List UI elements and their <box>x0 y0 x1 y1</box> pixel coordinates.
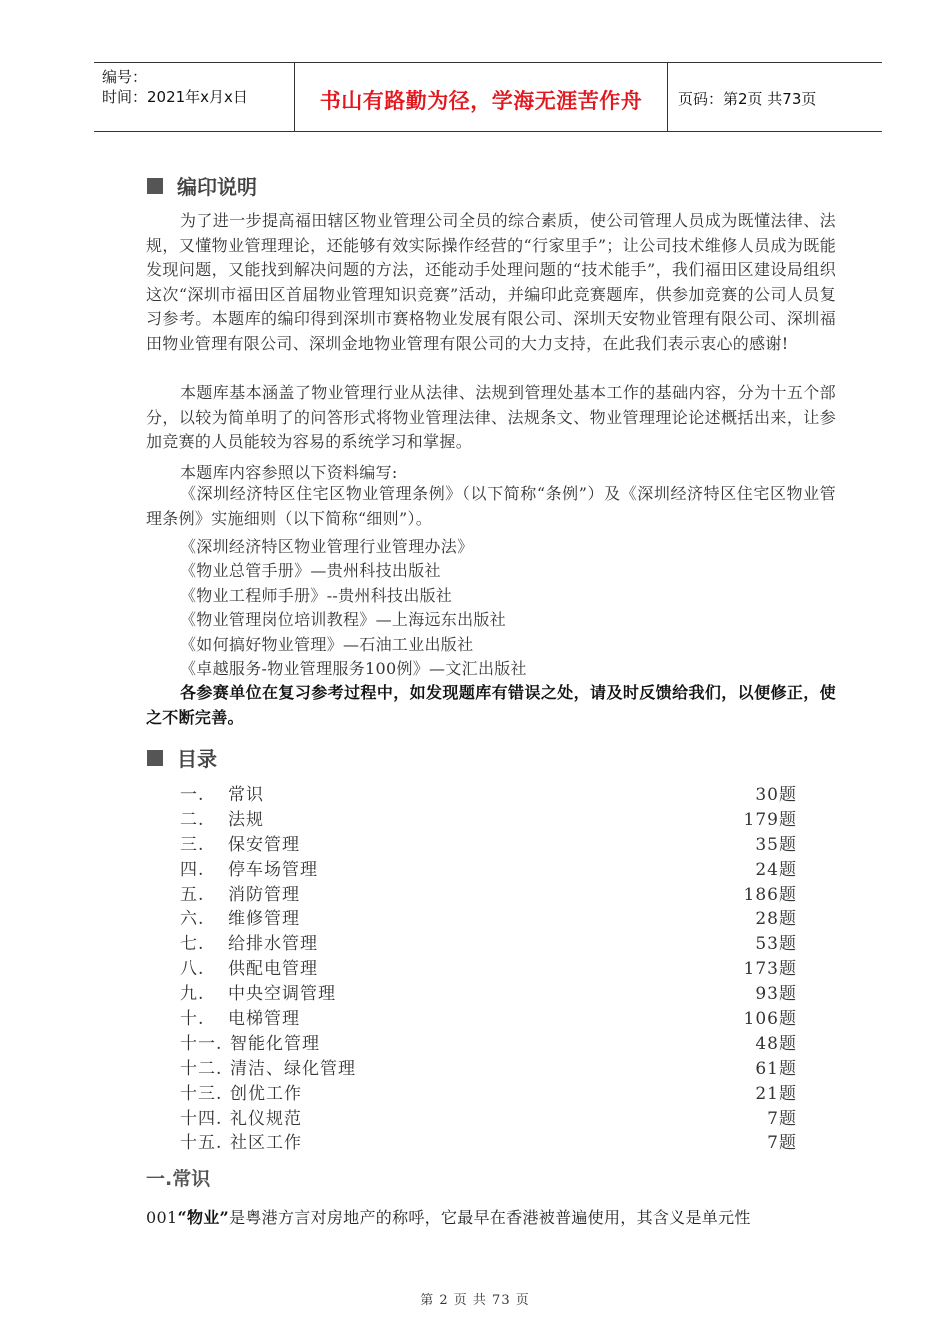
toc-item[interactable] <box>180 904 797 929</box>
toc-count: 186题 <box>743 884 797 905</box>
toc-title: 清洁、绿化管理 <box>230 1058 356 1079</box>
question-number: 001 <box>146 1208 178 1227</box>
toc-item[interactable] <box>180 1128 797 1153</box>
toc-number: 十一. <box>180 1033 223 1054</box>
toc-count: 179题 <box>743 809 797 830</box>
toc-item[interactable] <box>180 954 797 979</box>
toc-number: 八. <box>180 959 205 980</box>
toc-count: 106题 <box>743 1009 797 1030</box>
toc-number: 十四. <box>180 1108 223 1129</box>
toc-number: 十五. <box>180 1133 223 1154</box>
header-page-info: 页码：第2页 共73页 <box>678 90 817 108</box>
toc-item[interactable] <box>180 979 797 1004</box>
toc-number: 二. <box>180 809 205 830</box>
page-footer: 第 2 页 共 73 页 <box>420 1293 530 1308</box>
toc-number: 九. <box>180 984 205 1005</box>
intro-paragraph-3: 本题库内容参照以下资料编写: <box>180 463 398 482</box>
header-divider <box>667 63 668 131</box>
toc-number: 十. <box>180 1009 205 1030</box>
toc-count: 30题 <box>755 785 797 805</box>
toc-title: 消防管理 <box>228 884 300 905</box>
reference-2: 《深圳经济特区物业管理行业管理办法》 <box>180 537 474 556</box>
toc-item[interactable] <box>180 855 797 880</box>
toc-item[interactable] <box>180 1004 797 1029</box>
toc-number: 十二. <box>180 1058 223 1079</box>
toc-count: 7题 <box>767 1133 797 1154</box>
toc-item[interactable] <box>180 780 797 805</box>
toc-count: 53题 <box>755 934 797 955</box>
intro-heading-text: 编印说明 <box>177 175 257 199</box>
toc-title: 给排水管理 <box>228 934 318 955</box>
toc-number: 四. <box>180 859 205 880</box>
toc-count: 35题 <box>755 834 797 855</box>
toc-item[interactable] <box>180 805 797 830</box>
toc-item[interactable] <box>180 880 797 905</box>
reference-7: 《卓越服务-物业管理服务100例》—文汇出版社 <box>180 659 527 678</box>
toc-title: 智能化管理 <box>230 1033 320 1054</box>
toc-item[interactable] <box>180 1079 797 1104</box>
toc-item[interactable] <box>180 1054 797 1079</box>
question-term: “物业” <box>177 1208 230 1227</box>
toc-title: 保安管理 <box>228 834 300 855</box>
toc-title: 停车场管理 <box>228 859 318 880</box>
header-meta <box>102 67 292 107</box>
question-text: 是粤港方言对房地产的称呼，它最早在香港被普遍使用，其含义是单元性 <box>229 1208 751 1227</box>
toc-item[interactable] <box>180 1029 797 1054</box>
code-label: 编号： <box>102 68 148 86</box>
square-bullet-icon <box>147 750 163 766</box>
chapter-heading: 一.常识 <box>146 1168 211 1190</box>
reference-6: 《如何搞好物业管理》—石油工业出版社 <box>180 635 474 654</box>
toc-count: 61题 <box>755 1058 797 1079</box>
toc-count: 7题 <box>767 1108 797 1129</box>
toc-heading-text: 目录 <box>177 747 217 771</box>
question-001 <box>146 1205 836 1231</box>
intro-paragraph-1: 为了进一步提高福田辖区物业管理公司全员的综合素质，使公司管理人员成为既懂法律、法规，又懂物业管理理论，还能够有效实际操作经营的“行家里手”；让公司技术维修人员成为既能发现问题，又能找到解决问题的方法，还能动手处理问题的“技术能手”，我们福田区建设局组织这次“深圳市福田区首届物业管理知识竞赛”活动，并编印此竞赛题库，供参加竞赛的公司人员复习参考。本题库的编印得到深圳市赛格物业发展有限公司、深圳天安物业管理有限公司、深圳福田物业管理有限公司、深圳金地物业管理有限公司的大力支持，在此我们表示衷心的感谢! <box>146 211 836 353</box>
page-header <box>94 62 882 132</box>
reference-5: 《物业管理岗位培训教程》—上海远东出版社 <box>180 610 507 629</box>
toc-number: 七. <box>180 934 205 955</box>
toc-number: 十三. <box>180 1083 223 1104</box>
reference-3: 《物业总管手册》—贵州科技出版社 <box>180 561 441 580</box>
reference-1: 《深圳经济特区住宅区物业管理条例》（以下简称“条例”）及《深圳经济特区住宅区物业管理条例》实施细则（以下简称“细则”）。 <box>146 484 836 528</box>
reference-4: 《物业工程师手册》--贵州科技出版社 <box>180 586 453 605</box>
toc-item[interactable] <box>180 830 797 855</box>
toc-title: 供配电管理 <box>228 959 318 980</box>
toc-count: 28题 <box>755 909 797 930</box>
intro-paragraph-2: 本题库基本涵盖了物业管理行业从法律、法规到管理处基本工作的基础内容，分为十五个部分，以较为简单明了的问答形式将物业管理法律、法规条文、物业管理理论论述概括出来，让参加竞赛的人员能较为容易的系统学习和掌握。 <box>146 383 836 452</box>
toc-title: 创优工作 <box>230 1083 302 1104</box>
toc-count: 24题 <box>755 859 797 880</box>
toc-count: 21题 <box>755 1083 797 1104</box>
toc-item[interactable] <box>180 1104 797 1129</box>
time-label: 时间：2021年x月x日 <box>102 88 248 106</box>
toc-item[interactable] <box>180 929 797 954</box>
toc-number: 一. <box>180 785 205 805</box>
toc-title: 电梯管理 <box>228 1009 300 1030</box>
toc-count: 48题 <box>755 1033 797 1054</box>
toc-number: 五. <box>180 884 205 905</box>
toc-title: 礼仪规范 <box>230 1108 302 1129</box>
toc-title: 中央空调管理 <box>228 984 336 1005</box>
toc-title: 社区工作 <box>230 1133 302 1154</box>
feedback-notice: 各参赛单位在复习参考过程中，如发现题库有错误之处，请及时反馈给我们，以便修正，使之不断完善。 <box>146 683 836 727</box>
toc-heading <box>147 743 217 772</box>
toc-title: 常识 <box>228 785 264 805</box>
toc-title: 维修管理 <box>228 909 300 930</box>
table-of-contents <box>180 780 797 1153</box>
square-bullet-icon <box>147 178 163 194</box>
toc-title: 法规 <box>228 809 264 830</box>
header-motto: 书山有路勤为径，学海无涯苦作舟 <box>319 89 643 113</box>
toc-count: 93题 <box>755 984 797 1005</box>
toc-number: 六. <box>180 909 205 930</box>
toc-count: 173题 <box>743 959 797 980</box>
toc-number: 三. <box>180 834 205 855</box>
intro-heading <box>147 171 257 200</box>
